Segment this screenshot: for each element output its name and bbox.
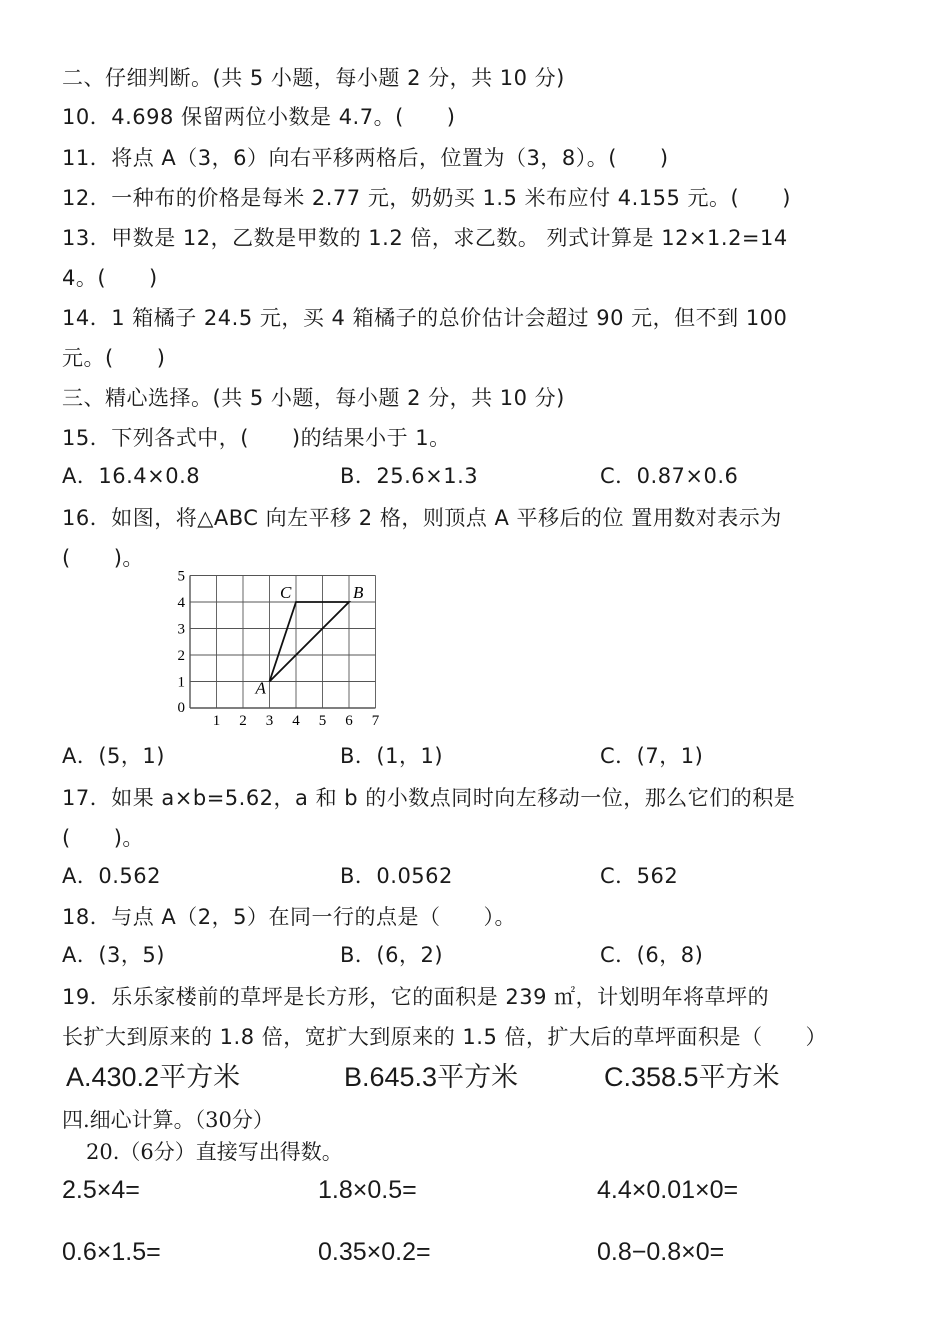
question-14-line-1: 14．1 箱橘子 24.5 元，买 4 箱橘子的总价估计会超过 90 元，但不到 100 <box>62 306 788 330</box>
question-19-option-b: B.645.3平方米 <box>344 1062 519 1092</box>
y-tick-label: 5 <box>177 568 185 585</box>
question-15-option-c: C．0.87×0.6 <box>600 464 739 488</box>
calc-item: 4.4×0.01×0= <box>597 1176 739 1204</box>
question-12: 12．一种布的价格是每米 2.77 元，奶奶买 1.5 米布应付 4.155 元。( ) <box>62 186 791 210</box>
question-19-stem-line-1: 19．乐乐家楼前的草坪是长方形，它的面积是 239 ㎡，计划明年将草坪的 <box>62 985 770 1009</box>
calc-item: 1.8×0.5= <box>318 1176 417 1204</box>
coordinate-grid-figure <box>168 546 388 730</box>
calc-item: 0.35×0.2= <box>318 1238 431 1266</box>
point-label-b: B <box>353 583 364 602</box>
y-tick-label: 4 <box>177 595 185 611</box>
question-17-option-c: C．562 <box>600 864 679 888</box>
question-14-line-2: 元。( ) <box>62 346 166 370</box>
y-tick-label: 3 <box>177 621 185 638</box>
x-tick-label: 4 <box>292 713 300 729</box>
question-17-stem-line-1: 17．如果 a×b=5.62，a 和 b 的小数点同时向左移动一位，那么它们的积是 <box>62 786 796 810</box>
question-11: 11．将点 A（3，6）向右平移两格后，位置为（3，8）。( ) <box>62 146 669 170</box>
question-16-stem-line-1: 16．如图，将△ABC 向左平移 2 格，则顶点 A 平移后的位 置用数对表示为 <box>62 506 782 530</box>
question-13-line-1: 13．甲数是 12，乙数是甲数的 1.2 倍，求乙数。 列式计算是 12×1.2=14 <box>62 226 788 250</box>
question-13-line-2: 4。( ) <box>62 266 158 290</box>
question-17-stem-line-2: ( )。 <box>62 826 144 850</box>
question-15-stem: 15．下列各式中，( )的结果小于 1。 <box>62 426 451 450</box>
question-18-stem: 18．与点 A（2，5）在同一行的点是（ ）。 <box>62 905 516 929</box>
question-19-option-a: A.430.2平方米 <box>66 1062 241 1092</box>
x-tick-label: 6 <box>345 713 353 729</box>
x-tick-label: 3 <box>265 713 274 729</box>
triangle-outline <box>270 602 350 682</box>
question-16-option-b: B．(1，1) <box>340 744 444 768</box>
point-label-a: A <box>255 678 266 698</box>
point-label-c: C <box>280 583 292 602</box>
calc-item: 0.8−0.8×0= <box>597 1238 725 1266</box>
question-17-option-b: B．0.0562 <box>340 864 453 888</box>
question-10: 10．4.698 保留两位小数是 4.7。( ) <box>62 105 456 129</box>
x-tick-label: 2 <box>239 713 247 729</box>
question-18-option-b: B．(6，2) <box>340 943 444 967</box>
origin-label: 0 <box>177 700 185 716</box>
question-16-option-a: A．(5，1) <box>62 744 165 768</box>
x-tick-label: 1 <box>212 713 221 729</box>
question-16-option-c: C．(7，1) <box>600 744 704 768</box>
y-tick-label: 1 <box>177 674 185 691</box>
calc-item: 0.6×1.5= <box>62 1238 161 1266</box>
y-tick-label: 2 <box>177 648 185 664</box>
question-18-option-c: C．(6，8) <box>600 943 704 967</box>
section-2-heading: 二、仔细判断。(共 5 小题，每小题 2 分，共 10 分) <box>62 66 565 90</box>
section-3-heading: 三、精心选择。(共 5 小题，每小题 2 分，共 10 分) <box>62 386 565 410</box>
section-4-heading: 四.细心计算。（30分） <box>62 1108 274 1132</box>
x-tick-label: 7 <box>371 713 380 729</box>
question-19-stem-line-2: 长扩大到原来的 1.8 倍，宽扩大到原来的 1.5 倍，扩大后的草坪面积是（ ） <box>62 1025 827 1049</box>
question-19-option-c: C.358.5平方米 <box>604 1062 780 1092</box>
question-20-stem: 20.（6分）直接写出得数。 <box>86 1140 343 1164</box>
calc-item: 2.5×4= <box>62 1176 140 1204</box>
question-16-stem-line-2: ( )。 <box>62 546 144 570</box>
question-17-option-a: A．0.562 <box>62 864 161 888</box>
question-18-option-a: A．(3，5) <box>62 943 165 967</box>
x-tick-label: 5 <box>318 713 327 729</box>
triangle-abc <box>270 602 350 682</box>
question-15-option-b: B．25.6×1.3 <box>340 464 479 488</box>
question-15-option-a: A．16.4×0.8 <box>62 464 201 488</box>
